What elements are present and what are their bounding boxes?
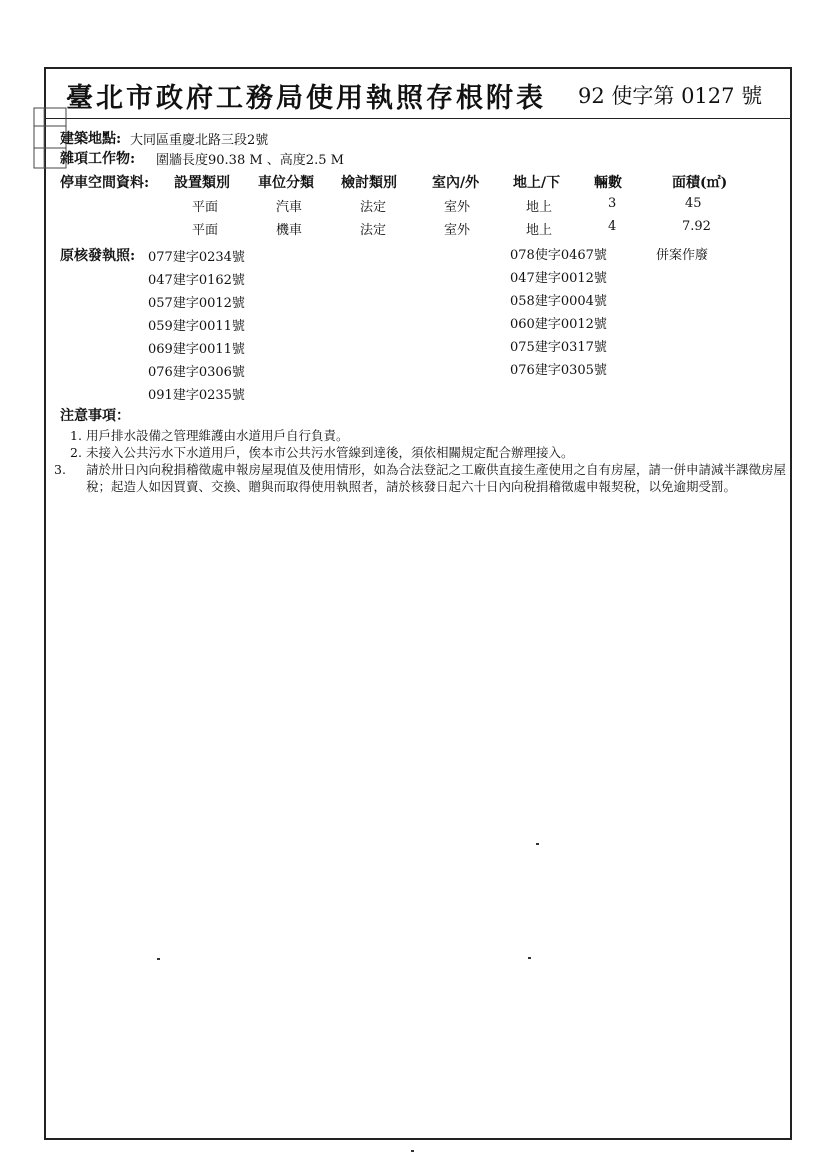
structure-label: 雜項工作物: (60, 151, 136, 167)
table-cell: 汽車 (276, 200, 303, 215)
note-item (70, 444, 786, 461)
table-cell: 平面 (192, 223, 219, 238)
list-item: 078使字0467號 (510, 248, 607, 263)
page-title: 臺北市政府工務局使用執照存根附表 (66, 83, 546, 114)
list-item: 091建字0235號 (148, 388, 245, 403)
list-item: 076建字0305號 (510, 363, 607, 378)
scan-speck (157, 958, 160, 960)
list-item: 060建字0012號 (510, 317, 607, 332)
scan-speck (411, 1150, 414, 1152)
col-header-level: 地上/下 (513, 175, 561, 191)
table-cell: 4 (608, 219, 617, 234)
list-item: 058建字0004號 (510, 294, 607, 309)
col-header-area: 面積(㎡) (672, 175, 728, 191)
table-cell: 地上 (526, 223, 553, 238)
table-cell: 法定 (360, 200, 387, 215)
list-item: 069建字0011號 (148, 342, 245, 357)
table-cell: 3 (608, 196, 617, 211)
original-permits-label: 原核發執照: (60, 248, 136, 264)
list-item: 076建字0306號 (148, 365, 245, 380)
list-item: 047建字0162號 (148, 273, 245, 288)
col-header-in-out: 室內/外 (432, 175, 480, 191)
location-label: 建築地點: (60, 131, 122, 147)
table-cell: 45 (685, 196, 702, 211)
table-cell: 機車 (276, 223, 303, 238)
note-text: 未接入公共污水下水道用戶，俟本市公共污水管線到達後，須依相關規定配合辦理接入。 (86, 445, 574, 460)
scan-speck (536, 843, 539, 845)
structure-value: 圍牆長度90.38 M 、高度2.5 M (156, 153, 344, 168)
note-number: 2. (70, 445, 82, 460)
list-item: 047建字0012號 (510, 271, 607, 286)
col-header-count: 輛數 (594, 175, 622, 191)
list-item: 057建字0012號 (148, 296, 245, 311)
location-value: 大同區重慶北路三段2號 (130, 133, 269, 148)
parking-label: 停車空間資料: (60, 175, 150, 191)
table-cell: 7.92 (682, 219, 711, 234)
title-divider (44, 118, 792, 119)
list-item: 077建字0234號 (148, 250, 245, 265)
table-cell: 平面 (192, 200, 219, 215)
document-frame (44, 67, 792, 1140)
void-remark: 併案作廢 (656, 248, 709, 263)
permit-number: 92 使字第 0127 號 (578, 84, 763, 108)
col-header-review: 檢討類別 (341, 175, 397, 191)
col-header-type: 設置類別 (174, 175, 230, 191)
note-text: 用戶排水設備之管理維護由水道用戶自行負責。 (86, 428, 349, 443)
table-cell: 法定 (360, 223, 387, 238)
note-text: 請於卅日內向稅捐稽徵處申報房屋現值及使用情形，如為合法登記之工廠供直接生產使用之自有房屋，請一併申請減半課徵房屋稅；起造人如因買賣、交換、贈與而取得使用執照者，請於核發日起六十日內向稅捐稽徵處申報契稅，以免逾期受罰。 (86, 462, 787, 494)
table-cell: 室外 (444, 200, 471, 215)
notes-title: 注意事項： (60, 408, 130, 424)
note-number: 1. (70, 428, 82, 443)
list-item: 059建字0011號 (148, 319, 245, 334)
col-header-category: 車位分類 (258, 175, 314, 191)
note-item (54, 461, 792, 495)
table-cell: 地上 (526, 200, 553, 215)
list-item: 075建字0317號 (510, 340, 607, 355)
note-item (70, 427, 786, 444)
table-cell: 室外 (444, 223, 471, 238)
note-number: 3. (54, 462, 66, 477)
scan-speck (528, 957, 531, 959)
